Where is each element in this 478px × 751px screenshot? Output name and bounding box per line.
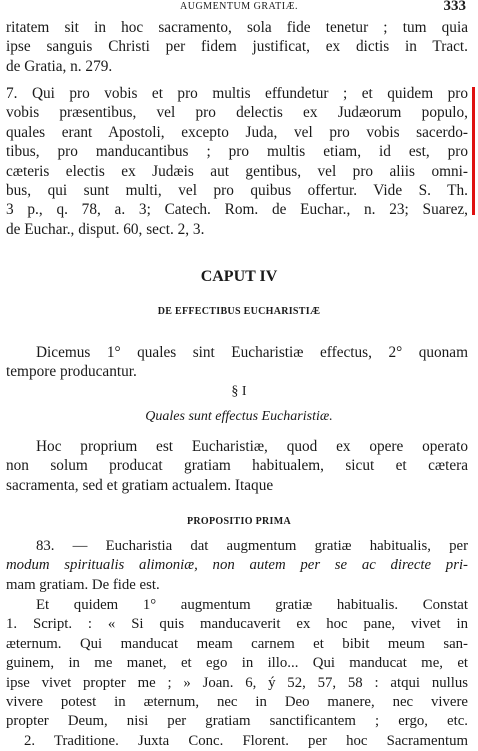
text-line: vivere potest in æternum, nec in Deo manere, nec vivere — [6, 694, 468, 711]
paragraph-83 — [6, 537, 468, 595]
text-line: de Gratia, n. 279. — [6, 57, 113, 75]
text-line: sacramenta, sed et gratiam actualem. Itaque — [6, 476, 274, 494]
text-line: Dicemus 1° quales sint Eucharistiæ effectus, 2° quonam — [36, 344, 468, 361]
paragraph-continuation — [6, 18, 468, 76]
text-line: tibus, pro manducantibus ; pro multis etiam, id est, pro — [6, 143, 468, 161]
text-line: bus, qui sunt multi, vel pro quibus offertur. Vide S. Th. — [6, 182, 468, 200]
text-line: 83. — Eucharistia dat augmentum gratiæ habitualis, per — [36, 538, 468, 554]
running-header: AUGMENTUM GRATIÆ. — [180, 1, 298, 12]
chapter-subtitle: DE EFFECTIBUS EUCHARISTIÆ — [157, 306, 321, 317]
paragraph-hoc — [6, 437, 468, 495]
paragraph-et-quidem — [6, 596, 468, 751]
chapter-intro — [6, 343, 468, 382]
text-line: æternum. Qui manducat meam carnem et bibit meum san- — [6, 635, 468, 652]
text-line: vobis præsentibus, vel pro delectis ex Judæorum populo, — [6, 104, 468, 122]
text-line: tempore producantur. — [6, 363, 137, 381]
text-line: 3 p., q. 78, a. 3; Catech. Rom. de Euchar., n. 23; Suarez, — [6, 201, 468, 219]
text-line: ipse vivet propter me ; » Joan. 6, ý 52, 57, 58 : atqui nullus — [6, 674, 468, 691]
text-line: ipse sanguis Christi per fidem justificat, ex dictis in Tract. — [6, 38, 468, 56]
text-line: 1. Script. : « Si quis manducaverit ex hoc pane, vivet in — [6, 616, 468, 633]
section-title: Quales sunt effectus Eucharistiæ. — [145, 409, 333, 424]
text-line: Et quidem 1° augmentum gratiæ habitualis. Constat — [36, 597, 468, 613]
page-number: 333 — [443, 0, 466, 14]
text-line: mam gratiam. De fide est. — [6, 576, 160, 593]
text-line: propter Deum, nisi per gratiam sanctificantem ; ergo, etc. — [6, 713, 468, 730]
paragraph-7 — [6, 84, 468, 239]
text-line: guinem, in me manet, et ego in illo... Qui manducat me, et — [6, 655, 468, 672]
proposition-heading: PROPOSITIO PRIMA — [187, 516, 291, 527]
text-line: de Euchar., disput. 60, sect. 2, 3. — [6, 220, 205, 238]
text-line: 2. Traditione. Juxta Conc. Florent. per hoc Sacramentum — [24, 732, 468, 749]
text-line: cæteris electis ex Judæis aut gentibus, vel pro aliis omni- — [6, 162, 468, 180]
text-line: Hoc proprium est Eucharistiæ, quod ex opere operato — [36, 438, 468, 455]
section-mark: § I — [231, 384, 247, 399]
margin-highlight-bar — [472, 87, 475, 215]
text-line: quales erant Apostoli, excepto Juda, vel pro vobis sacerdo- — [6, 123, 468, 141]
text-line: 7. Qui pro vobis et pro multis effundetur ; et quidem pro — [6, 85, 468, 102]
text-line: modum spiritualis alimoniæ, non autem per se ac directe pri- — [6, 557, 468, 574]
text-line: ritatem sit in hoc sacramento, sola fide tenetur ; tum quia — [6, 19, 468, 36]
text-line: non solum producat gratiam habitualem, sicut et cætera — [6, 457, 468, 475]
chapter-title: CAPUT IV — [200, 268, 278, 285]
